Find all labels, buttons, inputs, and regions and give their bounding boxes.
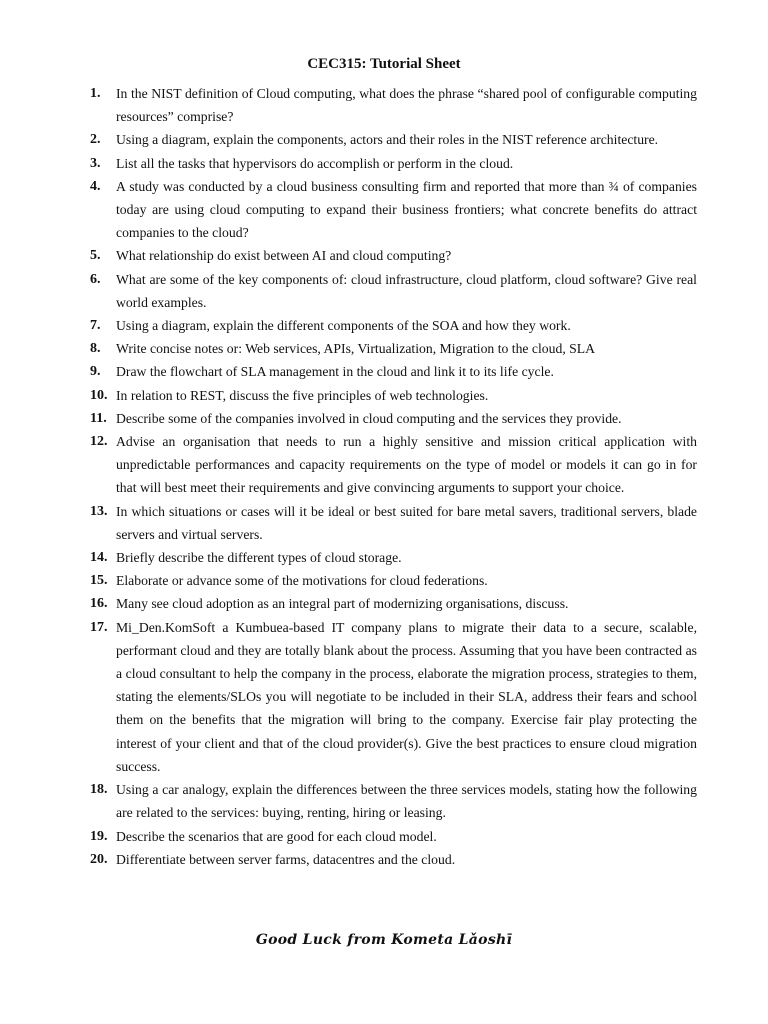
question-number: 20. bbox=[90, 851, 108, 867]
question-text: In the NIST definition of Cloud computing, what does the phrase “shared pool of configurable computing resources” comprise? bbox=[116, 86, 697, 125]
question-number: 12. bbox=[90, 434, 108, 450]
question-item bbox=[90, 825, 697, 848]
question-number: 3. bbox=[90, 155, 101, 171]
question-text: What are some of the key components of: cloud infrastructure, cloud platform, cloud software? Give real world examples. bbox=[116, 271, 697, 310]
question-text: Briefly describe the different types of cloud storage. bbox=[116, 550, 402, 566]
question-text: Describe the scenarios that are good for each cloud model. bbox=[116, 828, 437, 844]
closing-signature: Good Luck from Kometa Lǎoshī bbox=[255, 932, 513, 948]
question-item bbox=[90, 430, 697, 500]
question-text: In which situations or cases will it be ideal or best suited for bare metal savers, traditional servers, blade servers and virtual servers. bbox=[116, 503, 697, 542]
question-item bbox=[90, 337, 697, 360]
question-number: 10. bbox=[90, 387, 108, 403]
question-item bbox=[90, 592, 697, 615]
question-number: 19. bbox=[90, 828, 108, 844]
question-text: Write concise notes or: Web services, APIs, Virtualization, Migration to the cloud, SLA bbox=[116, 341, 596, 357]
question-number: 1. bbox=[90, 86, 101, 101]
question-item bbox=[90, 384, 697, 407]
question-number: 8. bbox=[90, 341, 101, 357]
question-number: 5. bbox=[90, 248, 101, 264]
question-item bbox=[90, 244, 697, 267]
question-text: Differentiate between server farms, datacentres and the cloud. bbox=[116, 851, 456, 867]
question-text: List all the tasks that hypervisors do accomplish or perform in the cloud. bbox=[116, 155, 514, 171]
question-text: A study was conducted by a cloud business consulting firm and reported that more than ¾ of companies today are using cloud computing to expand their business frontiers; what concrete benefits do attract companies to the cloud? bbox=[116, 178, 697, 241]
question-text: What relationship do exist between AI and cloud computing? bbox=[116, 248, 452, 264]
question-number: 4. bbox=[90, 178, 101, 194]
question-text: Using a diagram, explain the components, actors and their roles in the NIST reference architecture. bbox=[116, 132, 659, 148]
question-item bbox=[90, 152, 697, 175]
question-item bbox=[90, 546, 697, 569]
question-number: 16. bbox=[90, 596, 108, 612]
question-number: 6. bbox=[90, 271, 101, 287]
question-number: 17. bbox=[90, 619, 108, 635]
question-text: In relation to REST, discuss the five principles of web technologies. bbox=[116, 387, 489, 403]
question-number: 2. bbox=[90, 132, 101, 148]
question-item bbox=[90, 500, 697, 546]
question-number: 9. bbox=[90, 364, 101, 380]
question-item bbox=[90, 407, 697, 430]
question-item bbox=[90, 569, 697, 592]
question-text: Using a car analogy, explain the differences between the three services models, stating how the following are related to the services: buying, renting, hiring or leasing. bbox=[116, 782, 697, 821]
question-text: Advise an organisation that needs to run a highly sensitive and mission critical application with unpredictable performances and capacity requirements on the type of model or models it can go in for that will best meet their requirements and give convincing arguments to support your choice. bbox=[116, 434, 697, 496]
question-number: 14. bbox=[90, 550, 108, 566]
question-text: Mi_Den.KomSoft a Kumbuea-based IT company plans to migrate their data to a secure, scalable, performant cloud and they are totally blank about the process. Assuming that you have been contracted as a cloud consultant to help the company in the process, elaborate the migration process, strategies to them, stating the elements/SLOs you will negotiate to be included in their SLA, address their fears and school them on the benefits that the migration will bring to the company. Exercise fair play protecting the interest of your client and that of the cloud provider(s). Give the best practices to ensure cloud migration success. bbox=[116, 619, 697, 774]
question-number: 13. bbox=[90, 503, 108, 519]
question-text: Describe some of the companies involved in cloud computing and the services they provide. bbox=[116, 410, 622, 426]
page-title: CEC315: Tutorial Sheet bbox=[307, 56, 461, 72]
question-list bbox=[90, 82, 697, 871]
question-text: Many see cloud adoption as an integral part of modernizing organisations, discuss. bbox=[116, 596, 569, 612]
question-number: 7. bbox=[90, 318, 101, 334]
question-item bbox=[90, 360, 697, 383]
question-item bbox=[90, 268, 697, 314]
question-item bbox=[90, 175, 697, 245]
question-item bbox=[90, 314, 697, 337]
question-text: Using a diagram, explain the different components of the SOA and how they work. bbox=[116, 318, 571, 334]
question-text: Draw the flowchart of SLA management in the cloud and link it to its life cycle. bbox=[116, 364, 554, 380]
question-text: Elaborate or advance some of the motivations for cloud federations. bbox=[116, 573, 488, 589]
question-item bbox=[90, 848, 697, 871]
question-number: 15. bbox=[90, 573, 108, 589]
question-item bbox=[90, 82, 697, 128]
question-item bbox=[90, 616, 697, 778]
question-number: 18. bbox=[90, 782, 108, 798]
question-item bbox=[90, 128, 697, 151]
question-item bbox=[90, 778, 697, 824]
question-number: 11. bbox=[90, 410, 107, 426]
